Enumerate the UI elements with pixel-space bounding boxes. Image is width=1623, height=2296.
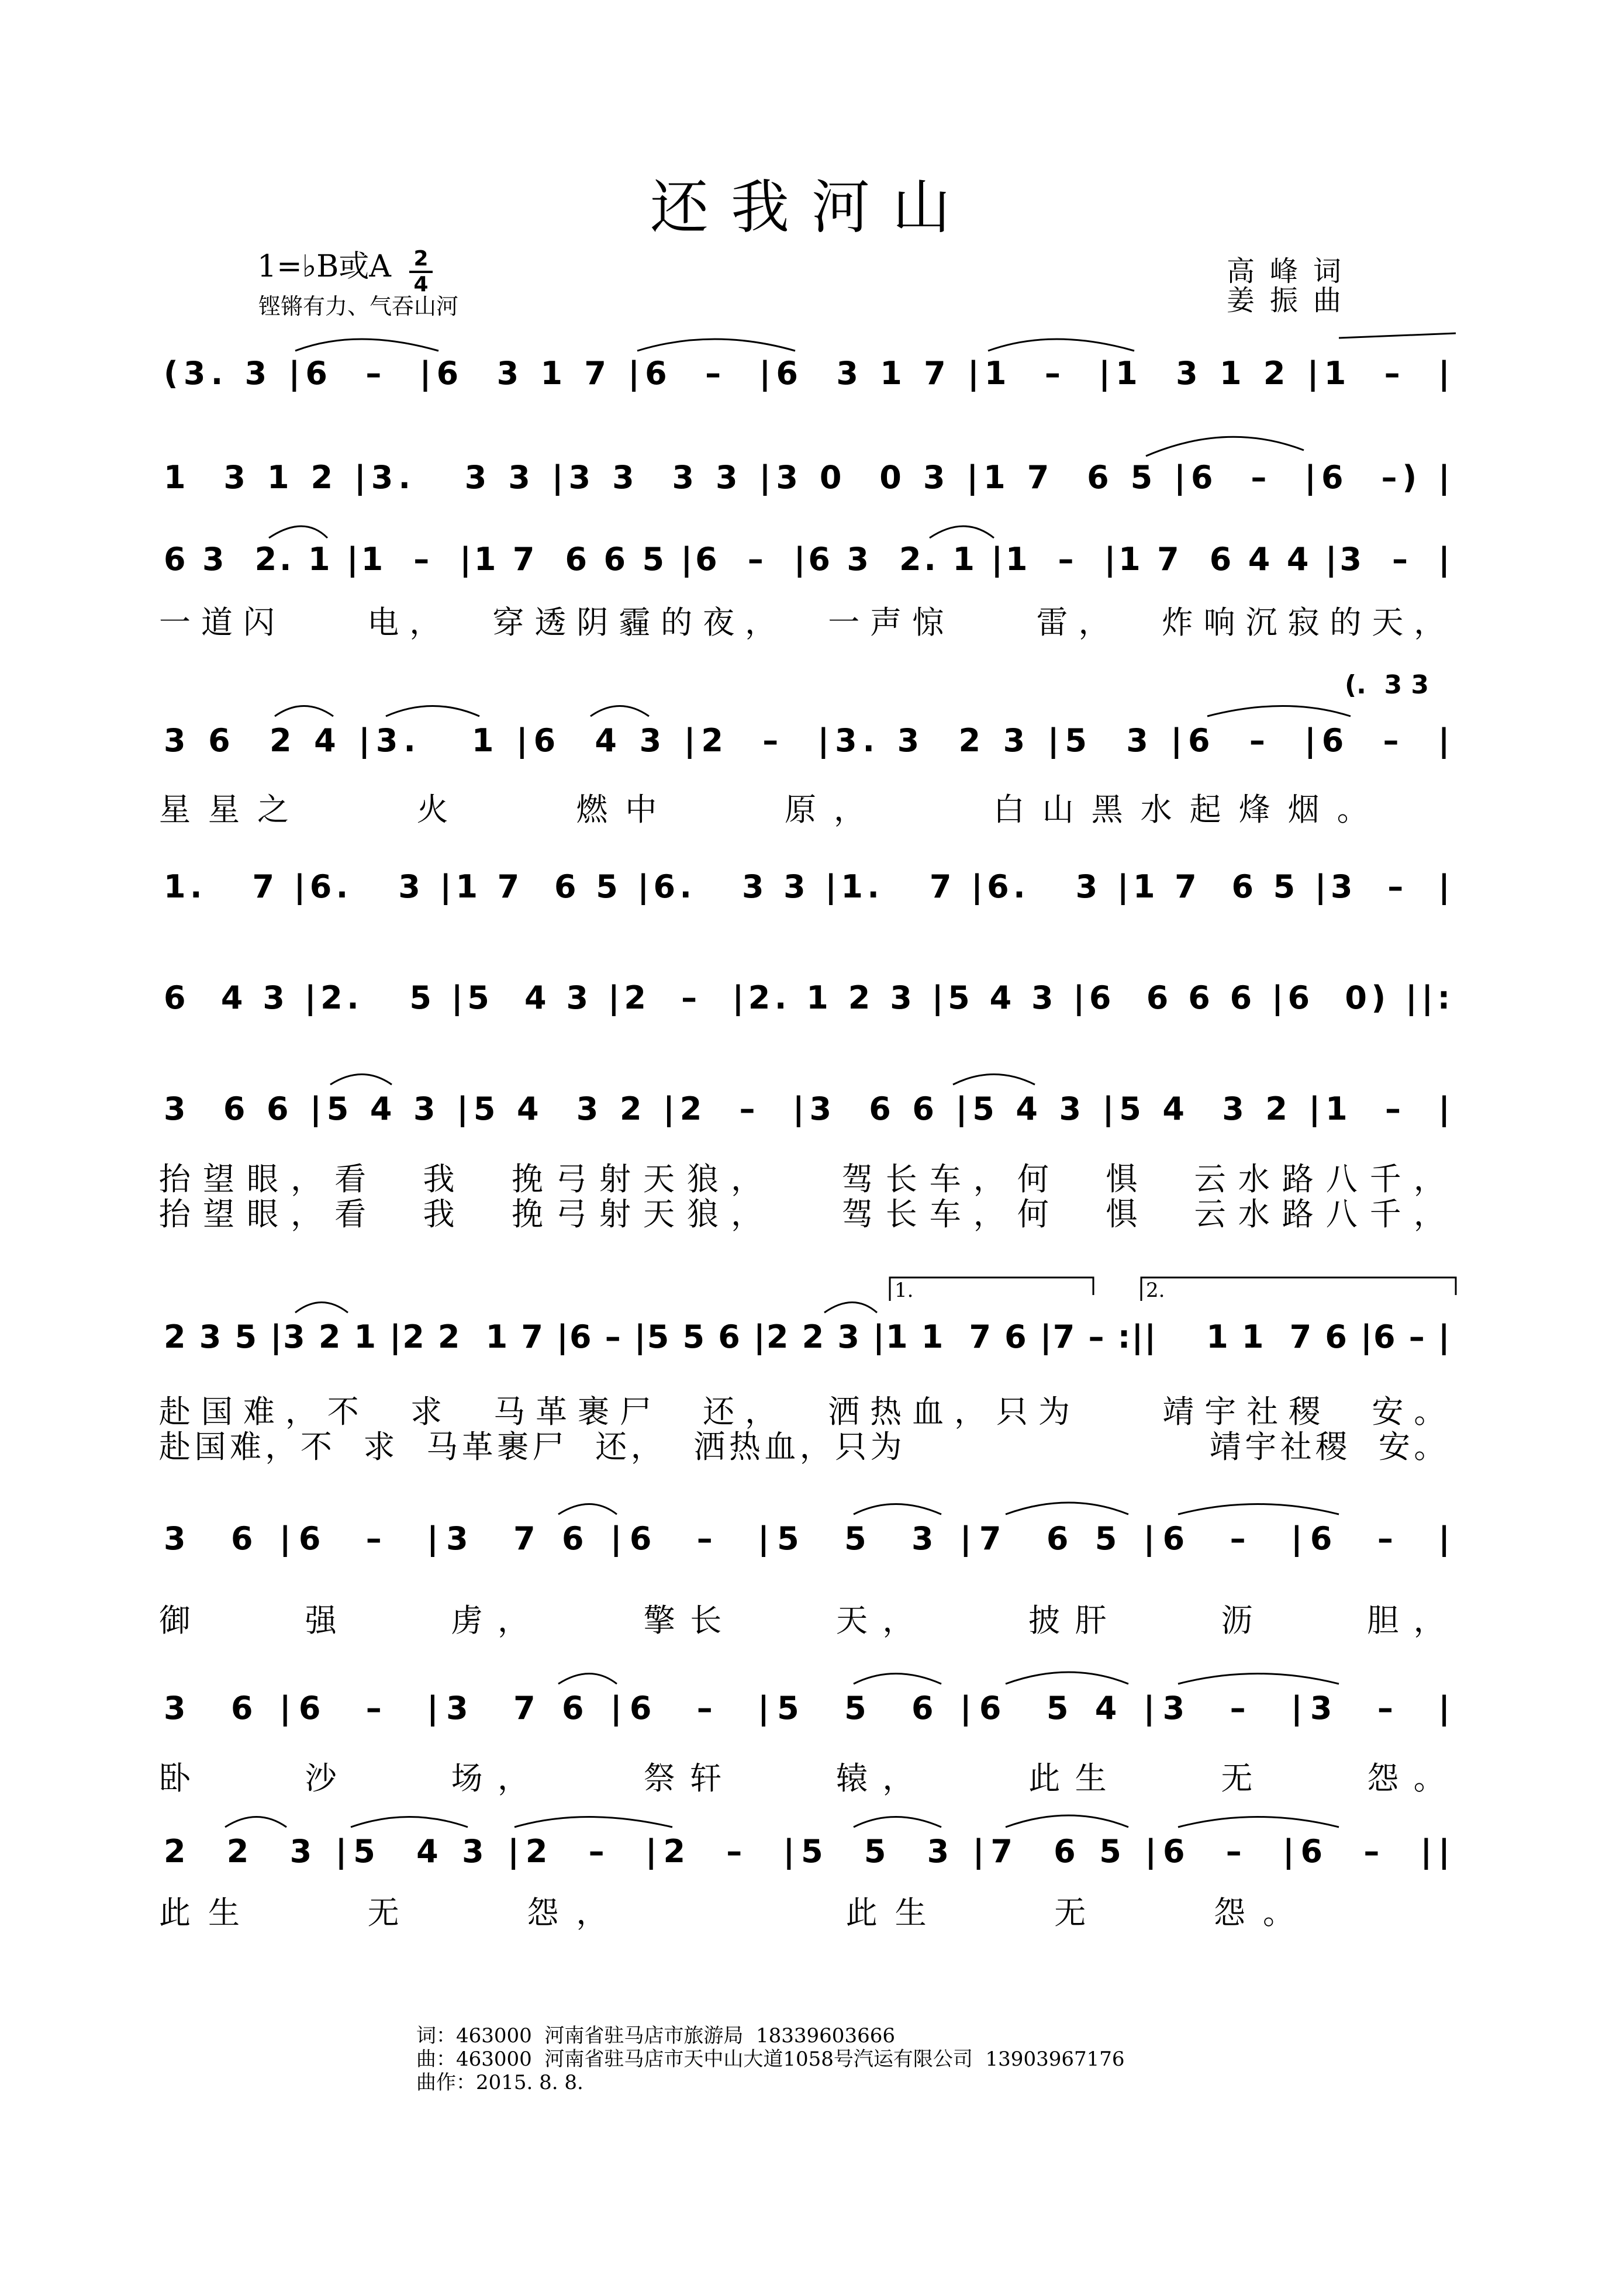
volta-2-label: 2.: [1146, 1279, 1165, 1302]
tie-arc: [1006, 1672, 1128, 1684]
tie-arc: [854, 1504, 941, 1515]
notation-row: 3 6 6 |5 4 3 |5 4 3 2 |2 – |3 6 6 |5 4 3 |5 4 3 2 |1 – |: [164, 1090, 1455, 1127]
tie-arc: [386, 706, 479, 717]
tie-arc: [988, 339, 1134, 351]
lyricist-credit: 高峰词: [1227, 255, 1357, 288]
tie-arc: [1006, 1815, 1128, 1827]
notation-row: 6 3 2. 1 |1 – |1 7 6 6 5 |6 – |6 3 2. 1 |1 – |1 7 6 4 4 |3 – |: [164, 541, 1453, 578]
lyric-line: 一道闪 电， 穿透阴霾的夜， 一声惊 雷， 炸响沉寂的天，: [159, 604, 1456, 641]
tie-arc: [275, 706, 333, 717]
tie-arc: [953, 1075, 1035, 1085]
volta-1-label: 1.: [895, 1279, 914, 1302]
tie-arc: [558, 1674, 617, 1684]
tie-arc: [1178, 1504, 1339, 1515]
tempo-marking: 铿锵有力、气吞山河: [258, 294, 459, 319]
notation-row: 2 2 3 |5 4 3 |2 – |2 – |5 5 3 |7 6 5 |6 – |6 – ||: [164, 1833, 1456, 1870]
notation-row: 1 3 1 2 |3. 3 3 |3 3 3 3 |3 0 0 3 |1 7 6 5 |6 – |6 –) |: [164, 459, 1455, 496]
tie-arc: [269, 526, 327, 538]
tie-arc: [295, 339, 438, 351]
lyric-line: 抬望眼，看 我 挽弓射天狼， 驾长车，何 惧 云水路八千，: [159, 1161, 1458, 1197]
lyric-line: 此生 无 怨， 此生 无 怨。: [159, 1894, 1312, 1931]
notation-row: 1. 7 |6. 3 |1 7 6 5 |6. 3 3 |1. 7 |6. 3 |1 7 6 5 |3 – |: [164, 868, 1455, 905]
notation-row: 3 6 2 4 |3. 1 |6 4 3 |2 – |3. 3 2 3 |5 3 |6 – |6 – |: [164, 722, 1456, 759]
lyric-line: 御 强 虏， 擎长 天， 披肝 沥 胆，: [159, 1602, 1460, 1639]
tie-arc: [1339, 333, 1456, 338]
tie-arc: [514, 1817, 672, 1828]
tie-arc: [558, 1504, 617, 1515]
tie-arc: [854, 1817, 941, 1828]
tie-arc: [1178, 1817, 1339, 1828]
notation-row: 3 6 |6 – |3 7 6 |6 – |5 5 6 |6 5 4 |3 – |3 – |: [164, 1690, 1458, 1727]
tie-arc: [1006, 1503, 1128, 1514]
pickup-notes: (. 3 3: [1345, 670, 1429, 700]
tie-arc: [225, 1817, 286, 1828]
notation-row: 3 6 |6 – |3 7 6 |6 – |5 5 3 |7 6 5 |6 – |6 – |: [164, 1520, 1458, 1557]
key-signature: 1=♭B或A: [257, 249, 391, 284]
time-signature-bottom: 4: [413, 272, 429, 296]
volta-2-bracket: [1141, 1278, 1456, 1301]
tie-arc: [1207, 706, 1351, 717]
tie-arc: [351, 1817, 468, 1828]
tie-arc: [1178, 1674, 1339, 1684]
composer-credit: 姜振曲: [1227, 284, 1357, 317]
lyric-line: 赴国难，不 求 马革裹尸 还， 洒热血，只为 靖宇社稷 安。: [159, 1393, 1456, 1430]
notation-row: (3. 3 |6 – |6 3 1 7 |6 – |6 3 1 7 |1 – |1 3 1 2 |1 – |: [164, 355, 1455, 392]
song-title: 还我河山: [650, 173, 973, 241]
tie-arc: [930, 526, 994, 538]
tie-arc: [824, 1303, 877, 1313]
notation-row: 2 3 5 |3 2 1 |2 2 1 7 |6 – |5 5 6 |2 2 3 |1 1 7 6 |7 – :|| 1 1 7 6 |6 – |: [164, 1318, 1451, 1355]
tie-arc: [1146, 437, 1304, 456]
notation-row: 6 4 3 |2. 5 |5 4 3 |2 – |2. 1 2 3 |5 4 3 |6 6 6 6 |6 0) ||:: [164, 979, 1455, 1016]
tie-arc: [591, 706, 649, 717]
volta-1-bracket: [890, 1278, 1093, 1301]
lyric-line: 星星之 火 燃中 原， 白山黑水起烽烟。: [159, 791, 1386, 828]
time-signature-top: 2: [413, 247, 429, 271]
lyric-line: 赴国难，不 求 马革裹尸 还， 洒热血，只为 靖宇社稷 安。: [159, 1428, 1449, 1465]
footer-date: 曲作：2015. 8. 8.: [416, 2071, 583, 2094]
tie-arc: [637, 339, 795, 351]
footer-lyricist-contact: 词：463000 河南省驻马店市旅游局 18339603666: [416, 2024, 895, 2048]
lyric-line: 抬望眼，看 我 挽弓射天狼， 驾长车，何 惧 云水路八千，: [159, 1196, 1458, 1232]
tie-arc: [295, 1303, 348, 1313]
footer-composer-contact: 曲：463000 河南省驻马店市天中山大道1058号汽运有限公司 13903967176: [416, 2048, 1125, 2071]
tie-arc: [330, 1075, 392, 1085]
tie-arc: [854, 1674, 941, 1684]
lyric-line: 卧 沙 场， 祭轩 辕， 此生 无 怨。: [159, 1760, 1460, 1797]
